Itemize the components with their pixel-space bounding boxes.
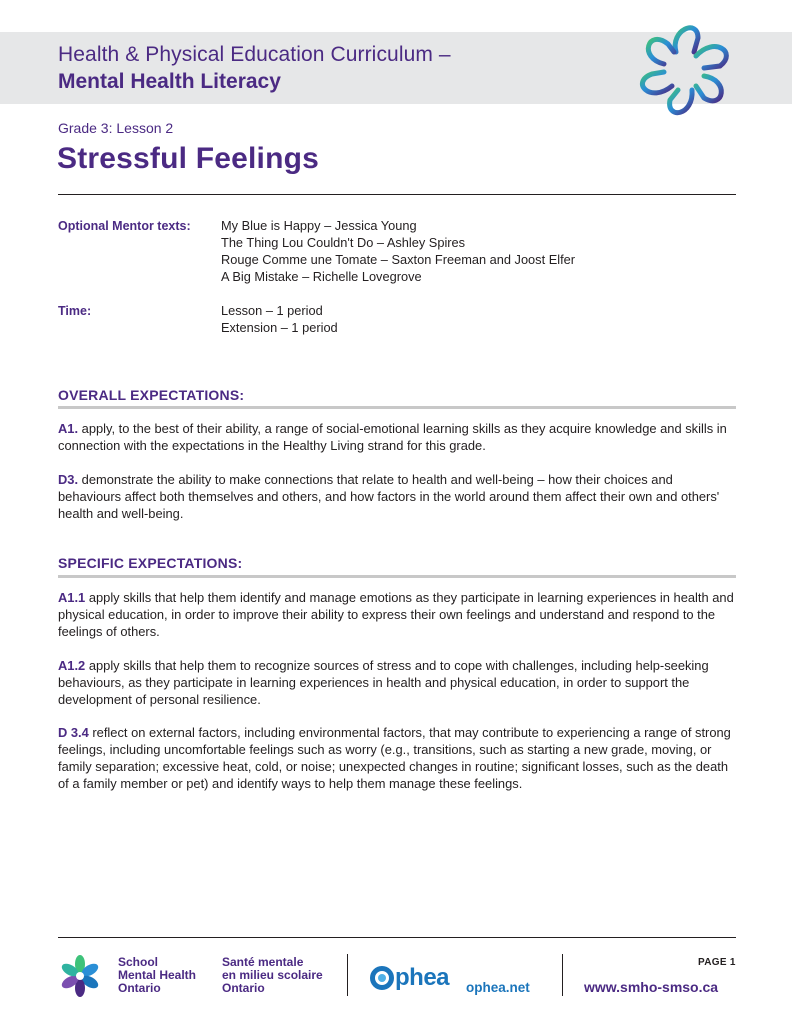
org-name-line: School bbox=[118, 955, 159, 969]
ophea-logo-text: phea bbox=[395, 964, 450, 991]
title-divider bbox=[58, 194, 736, 195]
expectation-a1-1 bbox=[58, 589, 738, 640]
org-name-line: Ontario bbox=[118, 981, 161, 995]
mentor-text-item: Rouge Comme une Tomate – Saxton Freeman and Joost Elfer bbox=[221, 252, 576, 267]
expectation-d3-4 bbox=[58, 724, 738, 792]
expectation-code: A1.1 bbox=[58, 590, 86, 605]
specific-expectations-heading: SPECIFIC EXPECTATIONS: bbox=[58, 555, 243, 571]
org-name-french bbox=[222, 956, 323, 995]
expectation-code: A1.2 bbox=[58, 658, 86, 673]
time-item: Lesson – 1 period bbox=[221, 303, 323, 318]
expectation-d3 bbox=[58, 471, 738, 522]
expectation-text: apply skills that help them to recognize sources of stress and to cope with challenges, including help-seeking behaviours, as they participate in learning experiences in health and physical education, in order to support the development of personal resilience. bbox=[58, 658, 709, 707]
mentor-text-item: A Big Mistake – Richelle Lovegrove bbox=[221, 269, 422, 284]
time-label: Time: bbox=[58, 304, 92, 318]
curriculum-title-line1: Health & Physical Education Curriculum – bbox=[58, 43, 451, 66]
time-list bbox=[221, 302, 338, 336]
smho-flower-icon bbox=[628, 12, 740, 128]
footer-divider bbox=[58, 937, 736, 938]
org-name-line: Ontario bbox=[222, 981, 265, 995]
expectation-code: A1. bbox=[58, 421, 79, 436]
org-name-line: Mental Health bbox=[118, 968, 197, 982]
mentor-text-item: My Blue is Happy – Jessica Young bbox=[221, 218, 417, 233]
ophea-o-icon bbox=[370, 966, 394, 990]
org-name-english bbox=[118, 956, 196, 995]
expectation-text: apply skills that help them identify and manage emotions as they participate in learning experiences in health and physical education, in order to improve their ability to express their own feelings and understand and respond to the feelings of others. bbox=[58, 590, 734, 639]
expectation-text: demonstrate the ability to make connections that relate to health and well-being – how their choices and behaviours affect both themselves and others, and how factors in the world around them affect their own and others' health and well-being. bbox=[58, 472, 720, 521]
page-number: PAGE 1 bbox=[698, 957, 736, 968]
lesson-title: Stressful Feelings bbox=[57, 142, 320, 175]
smho-website-link[interactable]: www.smho-smso.ca bbox=[584, 979, 719, 995]
mentor-texts-label: Optional Mentor texts: bbox=[58, 219, 191, 233]
overall-expectations-heading: OVERALL EXPECTATIONS: bbox=[58, 387, 245, 403]
ophea-link[interactable]: ophea.net bbox=[466, 980, 530, 995]
specific-expectations-rule bbox=[58, 575, 736, 578]
overall-expectations-rule bbox=[58, 406, 736, 409]
ophea-logo bbox=[370, 964, 449, 992]
expectation-text: reflect on external factors, including environmental factors, that may contribute to experiencing a range of strong feelings, including uncomfortable feelings such as worry (e.g., transitions, such as starting a new grade, moving, or family separation; excessive heat, cold, or noise; unexpected changes in routine; significant losses, such as the death of a family member or pet) and identify ways to help them manage these feelings. bbox=[58, 725, 731, 791]
footer-separator bbox=[347, 954, 348, 996]
org-name-line: Santé mentale bbox=[222, 955, 304, 969]
mentor-text-item: The Thing Lou Couldn't Do – Ashley Spires bbox=[221, 235, 466, 250]
lesson-grade: Grade 3: Lesson 2 bbox=[58, 120, 174, 136]
expectation-code: D 3.4 bbox=[58, 725, 89, 740]
curriculum-title bbox=[58, 41, 451, 95]
expectation-code: D3. bbox=[58, 472, 79, 487]
curriculum-title-line2: Mental Health Literacy bbox=[58, 70, 281, 93]
expectation-text: apply, to the best of their ability, a range of social-emotional learning skills as they acquire knowledge and skills in connection with the expectations in the Healthy Living strand for this grade. bbox=[58, 421, 727, 453]
time-item: Extension – 1 period bbox=[221, 320, 338, 335]
smho-logo-icon bbox=[58, 954, 102, 998]
expectation-a1 bbox=[58, 420, 738, 454]
expectation-a1-2 bbox=[58, 657, 738, 708]
org-name-line: en milieu scolaire bbox=[222, 968, 323, 982]
footer-separator bbox=[562, 954, 563, 996]
mentor-texts-list bbox=[221, 217, 575, 285]
